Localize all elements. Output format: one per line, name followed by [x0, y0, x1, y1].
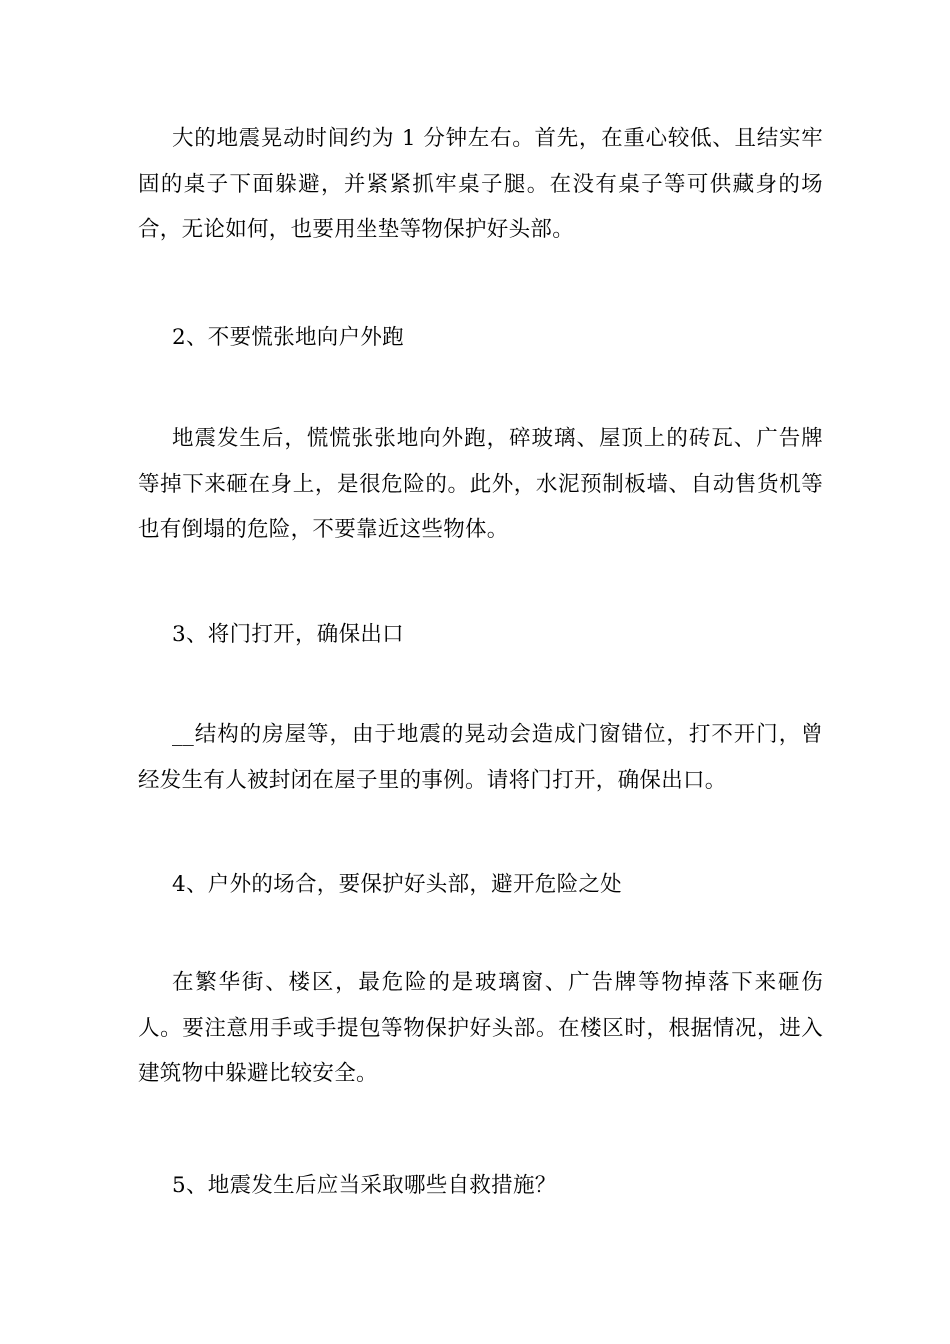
- heading-item-3: 3、将门打开，确保出口: [172, 622, 404, 647]
- paragraph-outdoor-protect-head: 在繁华街、楼区，最危险的是玻璃窗、广告牌等物掉落下来砸伤人。要注意用手或手提包等物保护好头部。在楼区时，根据情况，进入建筑物中躲避比较安全。: [138, 970, 823, 1086]
- paragraph-open-door: __结构的房屋等，由于地震的晃动会造成门窗错位，打不开门，曾经发生有人被封闭在屋子里的事例。请将门打开，确保出口。: [138, 722, 823, 793]
- heading-item-2: 2、不要慌张地向户外跑: [172, 325, 404, 350]
- paragraph-dont-run-outside: 地震发生后，慌慌张张地向外跑，碎玻璃、屋顶上的砖瓦、广告牌等掉下来砸在身上，是很危险的。此外，水泥预制板墙、自动售货机等也有倒塌的危险，不要靠近这些物体。: [138, 426, 823, 542]
- paragraph-indoor-shelter: 大的地震晃动时间约为 1 分钟左右。首先，在重心较低、且结实牢固的桌子下面躲避，并紧紧抓牢桌子腿。在没有桌子等可供藏身的场合，无论如何，也要用坐垫等物保护好头部。: [138, 126, 823, 242]
- heading-item-5: 5、地震发生后应当采取哪些自救措施？: [172, 1173, 557, 1198]
- heading-item-4: 4、户外的场合，要保护好头部，避开危险之处: [172, 872, 622, 897]
